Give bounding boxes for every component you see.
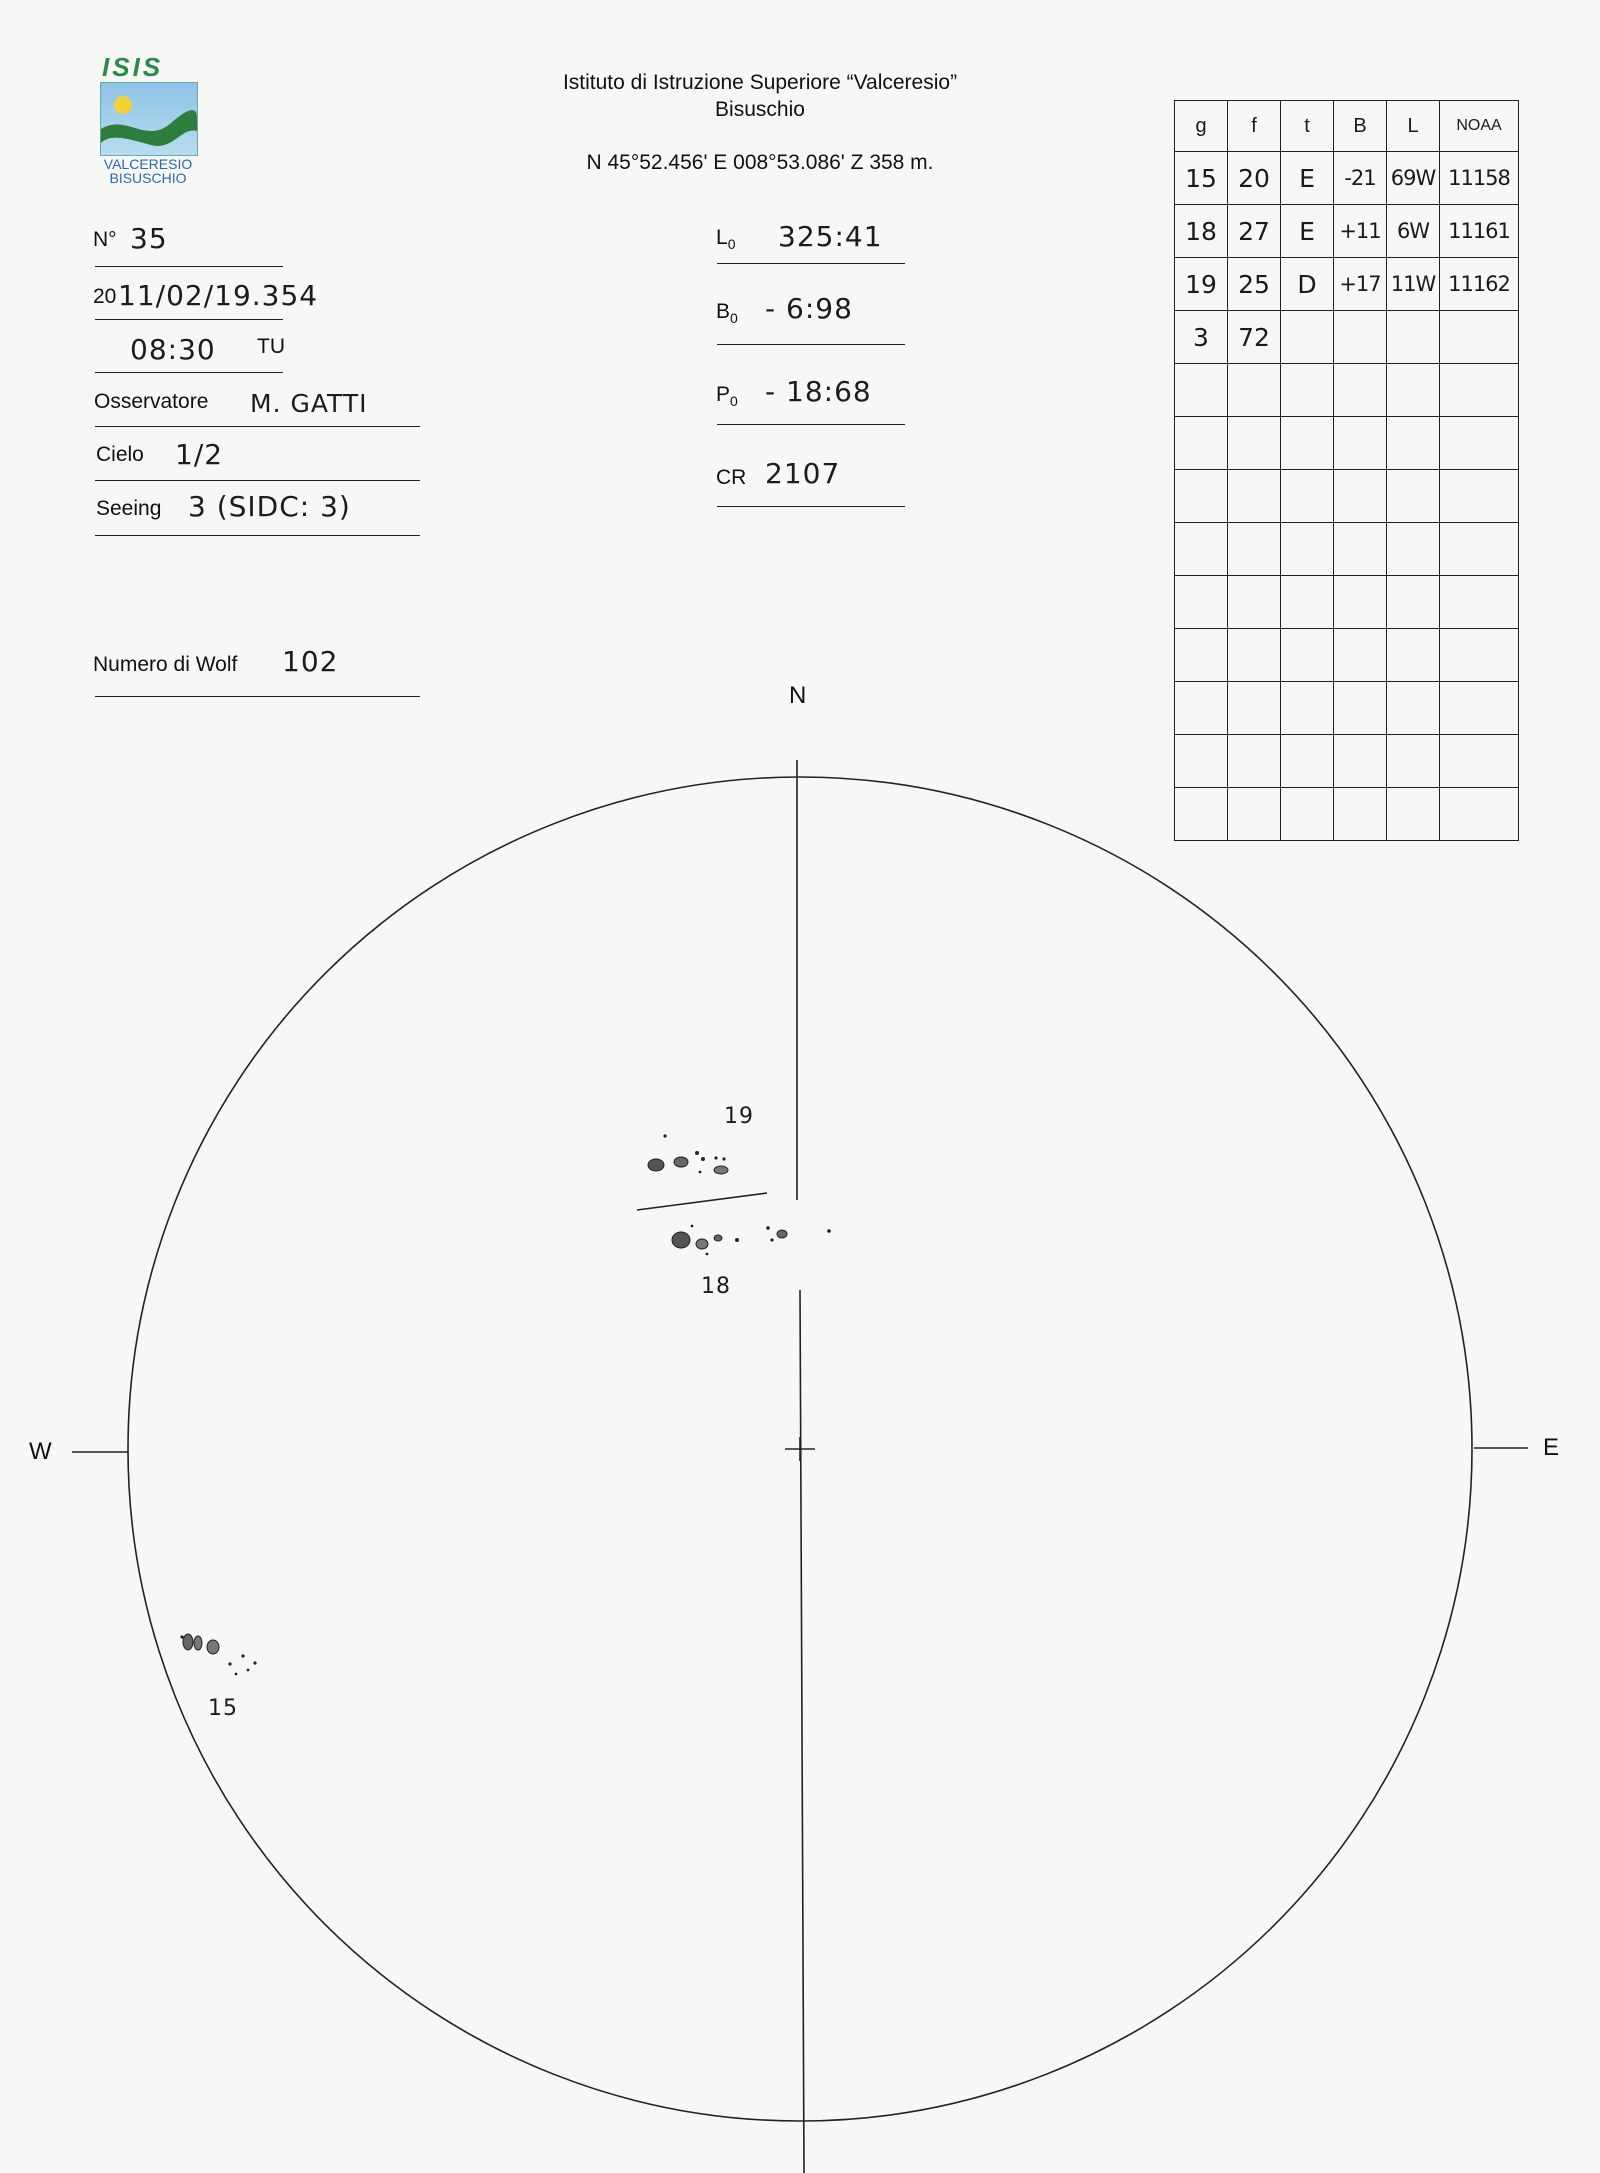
p0-sub: 0 — [730, 393, 738, 410]
table-cell: 27 — [1228, 205, 1281, 258]
group-18-label: 18 — [701, 1274, 731, 1299]
spot-15-leader — [183, 1634, 193, 1650]
date-prefix: 20 — [93, 285, 117, 308]
p0-letter: P — [716, 383, 731, 406]
col-header-t: t — [1281, 101, 1334, 152]
time-unit: TU — [257, 335, 285, 358]
spot-18-f — [827, 1229, 831, 1233]
col-header-b: B — [1334, 101, 1387, 152]
table-cell: 19 — [1175, 258, 1228, 311]
spot-18-follower — [777, 1230, 787, 1238]
sky-value: 1/2 — [175, 438, 224, 471]
table-cell: E — [1281, 152, 1334, 205]
spot-18-leader — [672, 1232, 690, 1248]
group-19-label: 19 — [724, 1104, 754, 1129]
table-cell: 11158 — [1440, 152, 1519, 205]
spot-18-g — [691, 1225, 694, 1228]
spot-18-h — [706, 1253, 709, 1256]
spot-15-g — [247, 1669, 250, 1672]
time-value: 08:30 — [130, 333, 216, 366]
table-cell: 3 — [1175, 311, 1228, 364]
spot-15-e — [241, 1654, 244, 1657]
north-label: N — [789, 682, 807, 709]
observer-value: M. GATTI — [250, 389, 368, 418]
wolf-label: Numero di Wolf — [93, 653, 238, 676]
l0-sub: 0 — [727, 236, 736, 253]
spot-19-g — [699, 1171, 702, 1174]
b0-value: - 6:98 — [765, 292, 853, 325]
cr-label: CR — [716, 466, 747, 489]
table-cell: 11161 — [1440, 205, 1519, 258]
b0-letter: B — [716, 300, 731, 323]
table-cell: D — [1281, 258, 1334, 311]
institute-town: Bisuschio — [715, 98, 805, 121]
sunspot-group-15 — [180, 1634, 256, 1675]
spot-19-e — [722, 1157, 725, 1160]
logo-line1: VALCERESIO — [103, 156, 193, 172]
west-label: W — [29, 1438, 52, 1465]
spot-15-c — [180, 1635, 183, 1638]
seeing-value: 3 (SIDC: 3) — [188, 490, 351, 523]
spot-19-d — [714, 1156, 717, 1159]
table-cell: 15 — [1175, 152, 1228, 205]
spot-18-e — [770, 1238, 773, 1241]
table-cell: +17 — [1334, 258, 1387, 311]
logo-abbr: ISIS — [102, 52, 164, 82]
group-separator-line — [637, 1193, 767, 1210]
table-cell: 72 — [1228, 311, 1281, 364]
spot-18-a — [696, 1239, 708, 1249]
east-label: E — [1543, 1434, 1560, 1461]
spot-19-leader — [648, 1159, 664, 1171]
date-value: 11/02/19.354 — [118, 279, 319, 312]
table-cell: 25 — [1228, 258, 1281, 311]
spot-18-b — [714, 1235, 722, 1241]
b0-sub: 0 — [730, 310, 738, 327]
l0-letter: L — [716, 226, 728, 249]
table-cell: 6W — [1387, 205, 1440, 258]
col-header-noaa: NOAA — [1440, 101, 1519, 152]
spot-15-h — [235, 1673, 238, 1676]
table-cell: E — [1281, 205, 1334, 258]
spot-19-follower — [714, 1166, 728, 1174]
spot-19-f — [663, 1134, 666, 1137]
table-cell: 11W — [1387, 258, 1440, 311]
table-cell: 11162 — [1440, 258, 1519, 311]
sunspot-group-19 — [648, 1134, 728, 1174]
logo-line2: BISUSCHIO — [109, 170, 187, 186]
institute-name: Istituto di Istruzione Superiore “Valceresio” — [562, 71, 958, 94]
group-15-label: 15 — [208, 1696, 238, 1721]
number-label: N° — [93, 228, 117, 251]
spot-15-a — [194, 1636, 202, 1650]
spot-19-a — [674, 1157, 688, 1167]
spot-15-f — [253, 1661, 256, 1664]
table-cell: 18 — [1175, 205, 1228, 258]
sunspot-group-18 — [672, 1225, 831, 1256]
sky-label: Cielo — [96, 443, 144, 466]
p0-value: - 18:68 — [765, 375, 872, 408]
col-header-l: L — [1387, 101, 1440, 152]
spot-19-b — [695, 1151, 699, 1155]
spot-15-d — [228, 1662, 231, 1665]
table-cell: +11 — [1334, 205, 1387, 258]
wolf-value: 102 — [282, 645, 339, 678]
l0-value: 325:41 — [778, 220, 883, 253]
spot-18-d — [766, 1226, 770, 1230]
station-coordinates: N 45°52.456' E 008°53.086' Z 358 m. — [586, 151, 934, 174]
spot-18-c — [735, 1238, 739, 1242]
table-cell: 69W — [1387, 152, 1440, 205]
col-header-g: g — [1175, 101, 1228, 152]
observer-label: Osservatore — [94, 390, 209, 413]
table-cell: 20 — [1228, 152, 1281, 205]
south-axis — [800, 1290, 804, 2173]
number-value: 35 — [130, 222, 168, 255]
cr-value: 2107 — [765, 457, 841, 490]
spot-15-b — [207, 1640, 219, 1654]
table-cell: -21 — [1334, 152, 1387, 205]
seeing-label: Seeing — [96, 497, 162, 520]
col-header-f: f — [1228, 101, 1281, 152]
spot-19-c — [701, 1157, 705, 1161]
